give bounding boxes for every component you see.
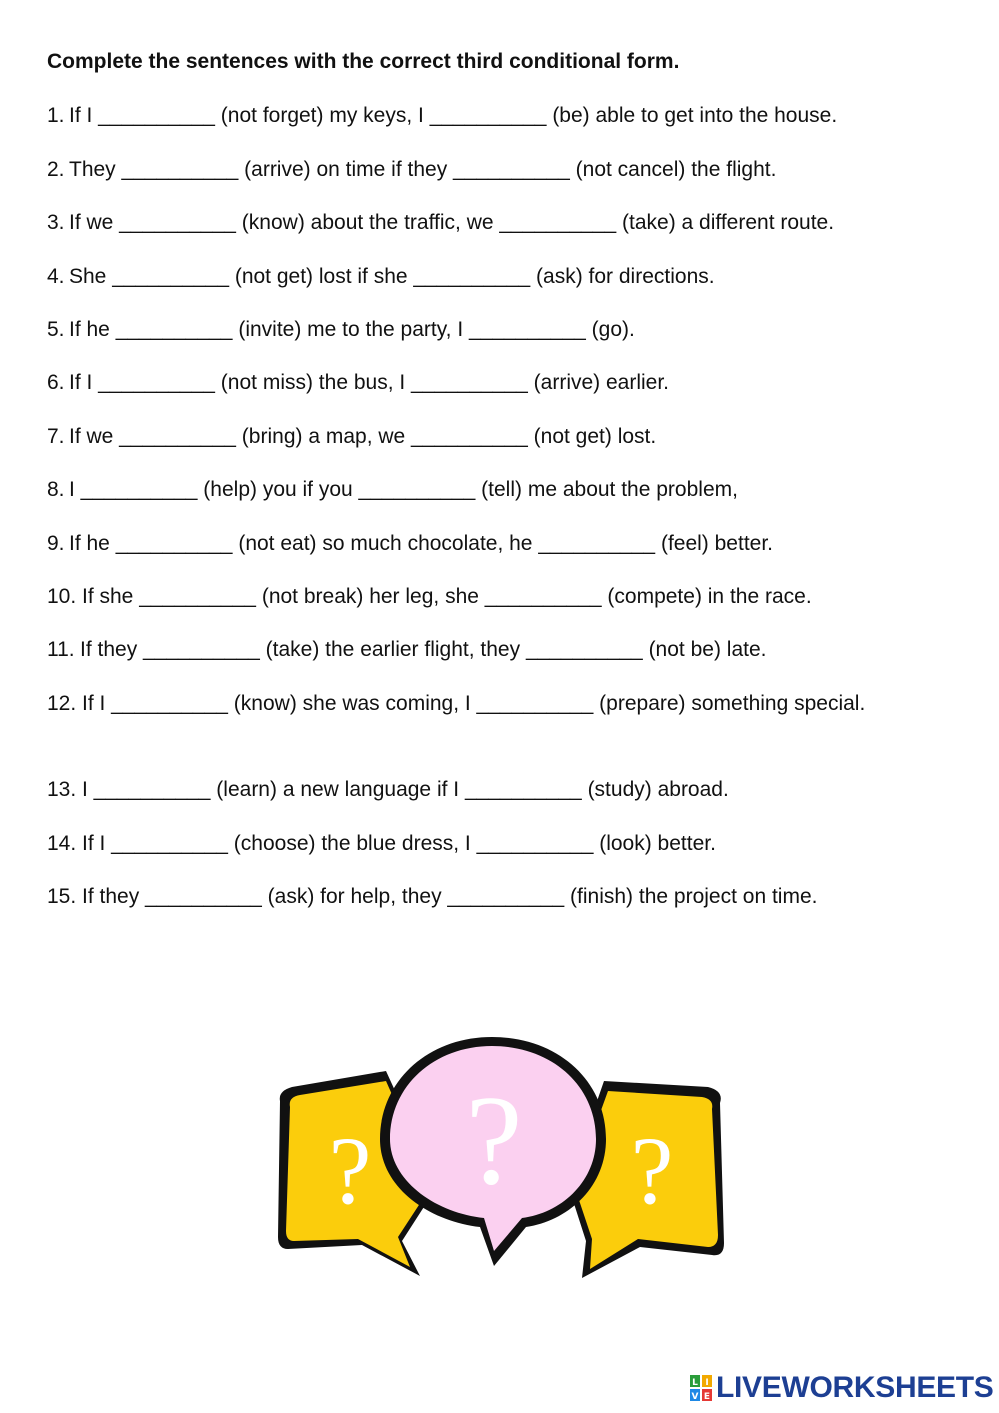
item-text: If they __________ (ask) for help, they __________ (finish) the project on time. (82, 885, 818, 908)
item-text: If we __________ (bring) a map, we __________ (not get) lost. (69, 425, 657, 448)
exercise-item (47, 99, 947, 132)
question-bubbles-illustration (268, 1035, 732, 1280)
exercise-item (47, 260, 947, 293)
exercise-item (47, 580, 947, 613)
item-number: 6. (47, 371, 65, 394)
exercise-item (47, 773, 947, 806)
item-number: 9. (47, 532, 65, 555)
item-text: I __________ (learn) a new language if I __________ (study) abroad. (82, 778, 729, 801)
item-number: 10. (47, 585, 77, 608)
exercise-item (47, 827, 947, 860)
item-text: If they __________ (take) the earlier flight, they __________ (not be) late. (80, 638, 767, 661)
item-number: 12. (47, 692, 77, 715)
item-number: 5. (47, 318, 65, 341)
item-number: 8. (47, 478, 65, 501)
question-mark-icon: ? (465, 1069, 523, 1211)
item-text: If I __________ (not forget) my keys, I __________ (be) able to get into the house. (69, 104, 838, 127)
exercise-item (47, 473, 947, 506)
item-number: 2. (47, 158, 65, 181)
svg-text:E: E (703, 1392, 711, 1401)
exercise-item (47, 633, 947, 666)
exercise-item (47, 366, 947, 399)
exercise-item (47, 206, 947, 239)
worksheet-title: Complete the sentences with the correct third conditional form. (47, 50, 680, 73)
exercise-item (47, 420, 947, 453)
item-text: If he __________ (not eat) so much chocolate, he __________ (feel) better. (69, 532, 774, 555)
item-text: If I __________ (choose) the blue dress, I __________ (look) better. (82, 832, 716, 855)
question-mark-icon: ? (630, 1117, 674, 1224)
item-text: If we __________ (know) about the traffic, we __________ (take) a different route. (69, 211, 835, 234)
question-mark-icon: ? (328, 1117, 372, 1224)
logo-text: LIVEWORKSHEETS (716, 1371, 994, 1404)
item-number: 13. (47, 778, 77, 801)
svg-text:I: I (705, 1378, 709, 1388)
exercise-item (47, 880, 947, 913)
item-number: 7. (47, 425, 65, 448)
item-text: If he __________ (invite) me to the party, I __________ (go). (69, 318, 635, 341)
center-speech-bubble (380, 1037, 606, 1266)
item-number: 11. (47, 638, 75, 661)
logo-mark-icon (690, 1375, 712, 1401)
item-text: If I __________ (not miss) the bus, I __________ (arrive) earlier. (69, 371, 670, 394)
svg-text:L: L (692, 1378, 698, 1388)
item-text: She __________ (not get) lost if she __________ (ask) for directions. (69, 265, 715, 288)
item-text: If I __________ (know) she was coming, I __________ (prepare) something special. (82, 692, 866, 715)
exercise-item (47, 153, 947, 186)
exercise-item (47, 527, 947, 560)
item-text: If she __________ (not break) her leg, she __________ (compete) in the race. (82, 585, 812, 608)
item-number: 1. (47, 104, 65, 127)
exercise-item (47, 313, 947, 346)
item-number: 4. (47, 265, 65, 288)
liveworksheets-logo (690, 1372, 994, 1404)
item-number: 3. (47, 211, 65, 234)
item-number: 15. (47, 885, 77, 908)
svg-text:V: V (691, 1392, 699, 1401)
item-text: They __________ (arrive) on time if they __________ (not cancel) the flight. (69, 158, 777, 181)
item-number: 14. (47, 832, 77, 855)
exercise-item (47, 687, 907, 720)
item-text: I __________ (help) you if you __________ (tell) me about the problem, (69, 478, 738, 501)
